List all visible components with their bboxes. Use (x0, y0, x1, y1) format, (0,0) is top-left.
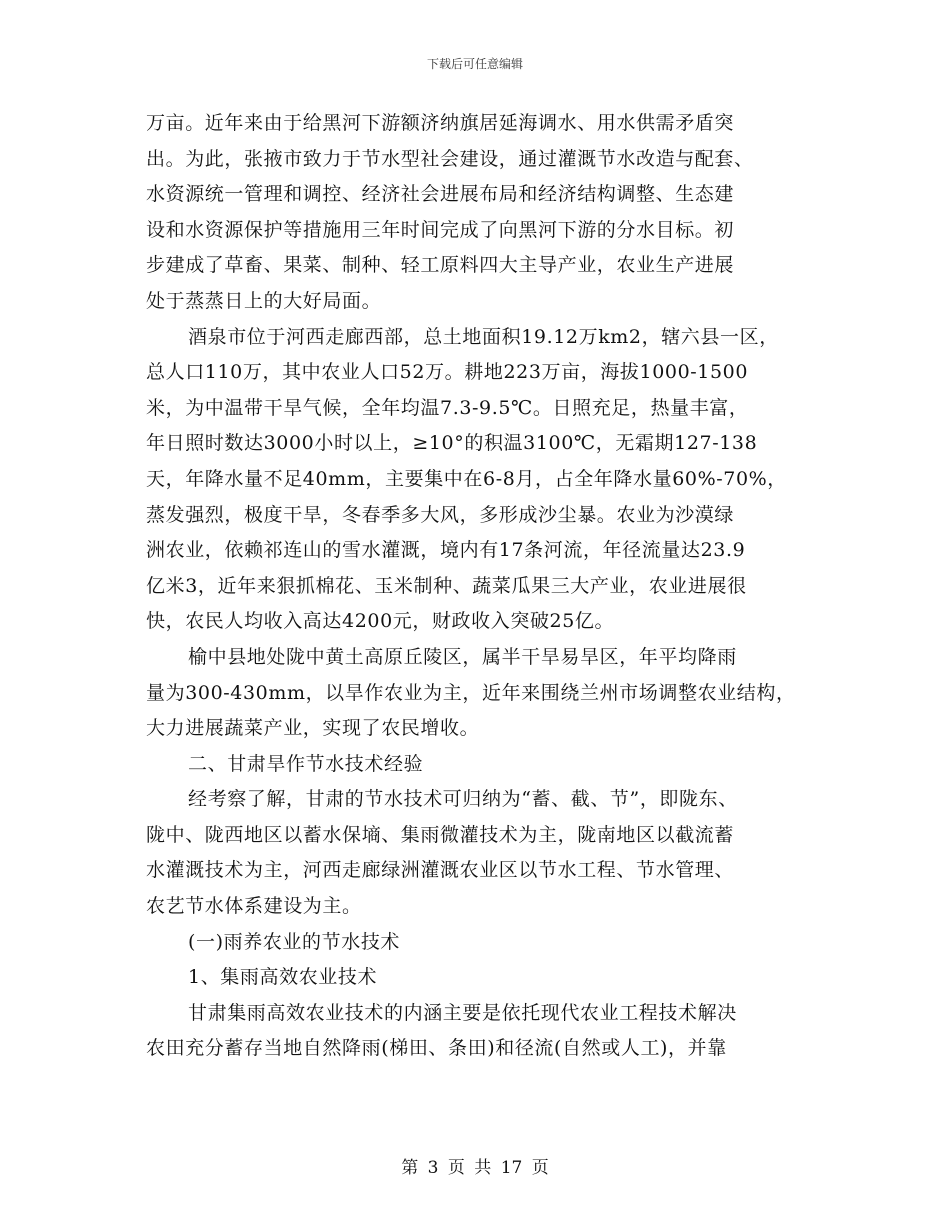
text-line: 处于蒸蒸日上的大好局面。 (146, 289, 382, 312)
text-line: 设和水资源保护等措施用三年时间完成了向黑河下游的分水目标。初 (146, 218, 735, 241)
text-line: 陇中、陇西地区以蓄水保墒、集雨微灌技术为主，陇南地区以截流蓄 (146, 823, 735, 846)
text-line: 总人口110万，其中农业人口52万。耕地223万亩，海拔1000-1500 (146, 361, 749, 384)
text-line: 甘肃集雨高效农业技术的内涵主要是依托现代农业工程技术解决 (188, 1001, 737, 1024)
text-line: 水资源统一管理和调控、经济社会进展布局和经济结构调整、生态建 (146, 183, 735, 206)
text-line: 步建成了草畜、果菜、制种、轻工原料四大主导产业，农业生产进展 (146, 254, 735, 277)
text-line: 快，农民人均收入高达4200元，财政收入突破25亿。 (146, 610, 615, 633)
page-footer: 第 3 页 共 17 页 (401, 1158, 549, 1178)
text-line: 亿米3，近年来狠抓棉花、玉米制种、蔬菜瓜果三大产业，农业进展很 (146, 574, 747, 597)
section-heading: 二、甘肃旱作节水技术经验 (188, 752, 424, 775)
subsection-heading: 1、集雨高效农业技术 (188, 966, 378, 989)
text-line: 米，为中温带干旱气候，全年均温7.3-9.5℃。日照充足，热量丰富， (146, 396, 749, 419)
text-line: 年日照时数达3000小时以上，≥10°的积温3100℃，无霜期127-138 (146, 432, 758, 455)
text-line: 农田充分蓄存当地自然降雨(梯田、条田)和径流(自然或人工)，并靠 (146, 1037, 727, 1060)
text-line: 出。为此，张掖市致力于节水型社会建设，通过灌溉节水改造与配套、 (146, 147, 754, 170)
text-line: 水灌溉技术为主，河西走廊绿洲灌溉农业区以节水工程、节水管理、 (146, 859, 735, 882)
text-line: 榆中县地处陇中黄土高原丘陵区，属半干旱易旱区，年平均降雨 (188, 645, 737, 668)
text-line: 酒泉市位于河西走廊西部，总土地面积19.12万km2，辖六县一区， (188, 325, 779, 348)
text-line: 蒸发强烈，极度干旱，冬春季多大风，多形成沙尘暴。农业为沙漠绿 (146, 503, 735, 526)
page-header: 下载后可任意编辑 (426, 57, 523, 71)
text-line: 量为300-430mm，以旱作农业为主，近年来围绕兰州市场调整农业结构， (146, 681, 796, 704)
text-line: 农艺节水体系建设为主。 (146, 895, 362, 918)
text-line: 万亩。近年来由于给黑河下游额济纳旗居延海调水、用水供需矛盾突 (146, 112, 735, 134)
text-line: 经考察了解，甘肃的节水技术可归纳为“蓄、截、节”，即陇东、 (188, 788, 738, 811)
text-line: 天，年降水量不足40mm，主要集中在6-8月，占全年降水量60%-70%， (146, 467, 787, 490)
subsection-heading: (一)雨养农业的节水技术 (188, 930, 401, 953)
text-line: 大力进展蔬菜产业，实现了农民增收。 (146, 717, 480, 740)
document-body (146, 106, 836, 1067)
text-line: 洲农业，依赖祁连山的雪水灌溉，境内有17条河流，年径流量达23.9 (146, 539, 746, 562)
